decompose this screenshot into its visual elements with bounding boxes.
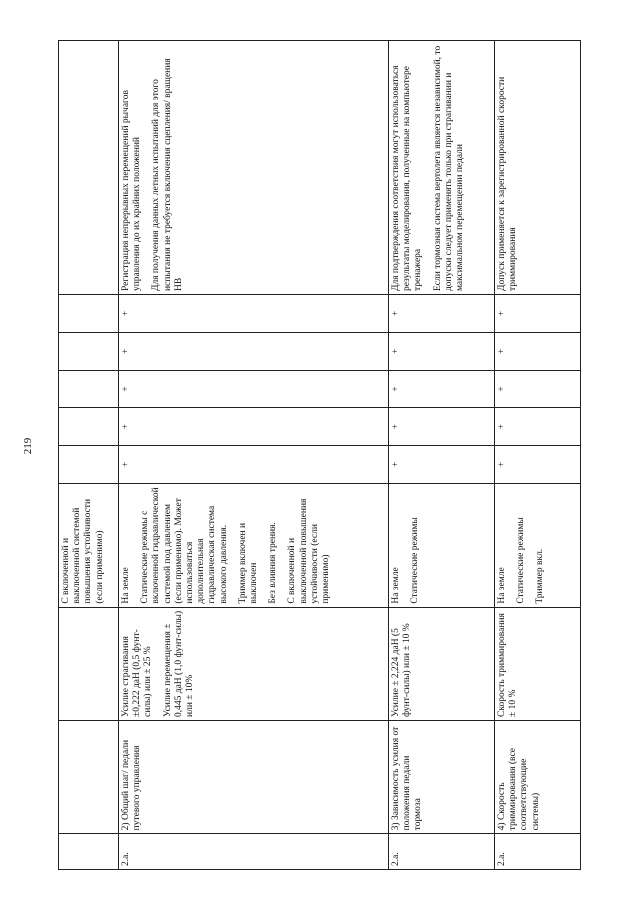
condition-text: Статические режимы (410, 517, 421, 604)
tolerance-cell (119, 607, 389, 720)
level-mark: + (389, 332, 495, 370)
level-mark: + (389, 370, 495, 408)
level-mark: + (389, 446, 495, 484)
test-name: 2) Общий шаг/ педали путевого управления (119, 721, 389, 834)
condition-text: Статические режимы (516, 517, 527, 604)
level-mark: + (495, 332, 581, 370)
table-row (389, 41, 495, 870)
tolerance-text: Скорость триммирования ± 10 % (497, 613, 519, 717)
condition-text: Без влияния трения. (268, 522, 279, 604)
level-mark: + (119, 295, 389, 333)
header-cell-tolerance (59, 607, 119, 720)
requirements-table (58, 40, 581, 870)
notes-cell (119, 41, 389, 295)
condition-text: На земле (497, 567, 507, 604)
header-cell-level-4 (59, 332, 119, 370)
note-text: Регистрация непрерывных перемещений рычагов управления до их крайних положений (121, 90, 143, 292)
condition-text: Статические режимы с включенной гидравлической системой под давлением (если применимо). Может использоваться дополнительная гидравлическая система высокого давления. (140, 487, 229, 604)
level-mark: + (119, 370, 389, 408)
header-cell-test (59, 721, 119, 834)
condition-text: Триммер вкл. (535, 548, 546, 604)
level-mark: + (389, 295, 495, 333)
level-mark: + (495, 370, 581, 408)
header-cell-level-1 (59, 446, 119, 484)
condition-text: Триммер включен и выключен (237, 522, 260, 604)
level-mark: + (119, 408, 389, 446)
level-mark: + (119, 332, 389, 370)
note-text: Для подтверждения соответствия могут использоваться результаты моделирования, полученные на компьютере тренажера (391, 65, 424, 292)
tolerance-cell (389, 607, 495, 720)
condition-text: На земле (121, 567, 131, 604)
level-mark: + (495, 408, 581, 446)
header-cell-conditions: С включенной и выключенной системой повышения устойчивости (если применимо) (59, 483, 119, 607)
page-number: 219 (22, 437, 34, 455)
header-cell-notes (59, 41, 119, 295)
header-cell-level-3 (59, 370, 119, 408)
conditions-cell (119, 483, 389, 607)
header-cell-num (59, 834, 119, 870)
row-number: 2.а. (119, 834, 389, 870)
level-mark: + (495, 295, 581, 333)
conditions-cell (495, 483, 581, 607)
level-mark: + (389, 408, 495, 446)
row-number: 2.а. (495, 834, 581, 870)
header-cell-level-2 (59, 408, 119, 446)
notes-cell (389, 41, 495, 295)
rotated-table-wrapper (58, 40, 580, 870)
notes-cell (495, 41, 581, 295)
table-row (119, 41, 389, 870)
conditions-cell (389, 483, 495, 607)
tolerance-cell (495, 607, 581, 720)
note-text: Для получения данных летных испытаний для этого испытания не требуется включения сцепления/ вращения НВ (151, 58, 184, 292)
condition-text: С включенной и выключенной повышения устойчивости (если применимо) (287, 498, 332, 604)
tolerance-text: Усилие перемещения ± 0,445 даН (1,0 фунт-силы) или ± 10% (162, 610, 196, 717)
header-cell-level-5 (59, 295, 119, 333)
note-text: Если тормозная система вертолета является независимой, то допуски следует применять только при страгивании и максимальном перемещении педали (432, 45, 466, 292)
tolerance-text: Усилие страгивания ±0,222 даН (0,5 фунт-силы) или ± 25 % (121, 629, 154, 717)
table-row (495, 41, 581, 870)
condition-text: На земле (391, 567, 401, 604)
test-name: 3) Зависимость усилия от положения педали тормоза (389, 721, 495, 834)
table-header-row (59, 41, 119, 870)
level-mark: + (495, 446, 581, 484)
note-text: Допуск применяется к зарегистрированной скорости триммирования (497, 76, 519, 292)
tolerance-text: Усилие ± 2,224 даН (5 фунт-силы) или ± 10 % (391, 623, 413, 717)
test-name: 4) Скорость триммирования (все соответствующие системы) (495, 721, 581, 834)
row-number: 2.а. (389, 834, 495, 870)
level-mark: + (119, 446, 389, 484)
